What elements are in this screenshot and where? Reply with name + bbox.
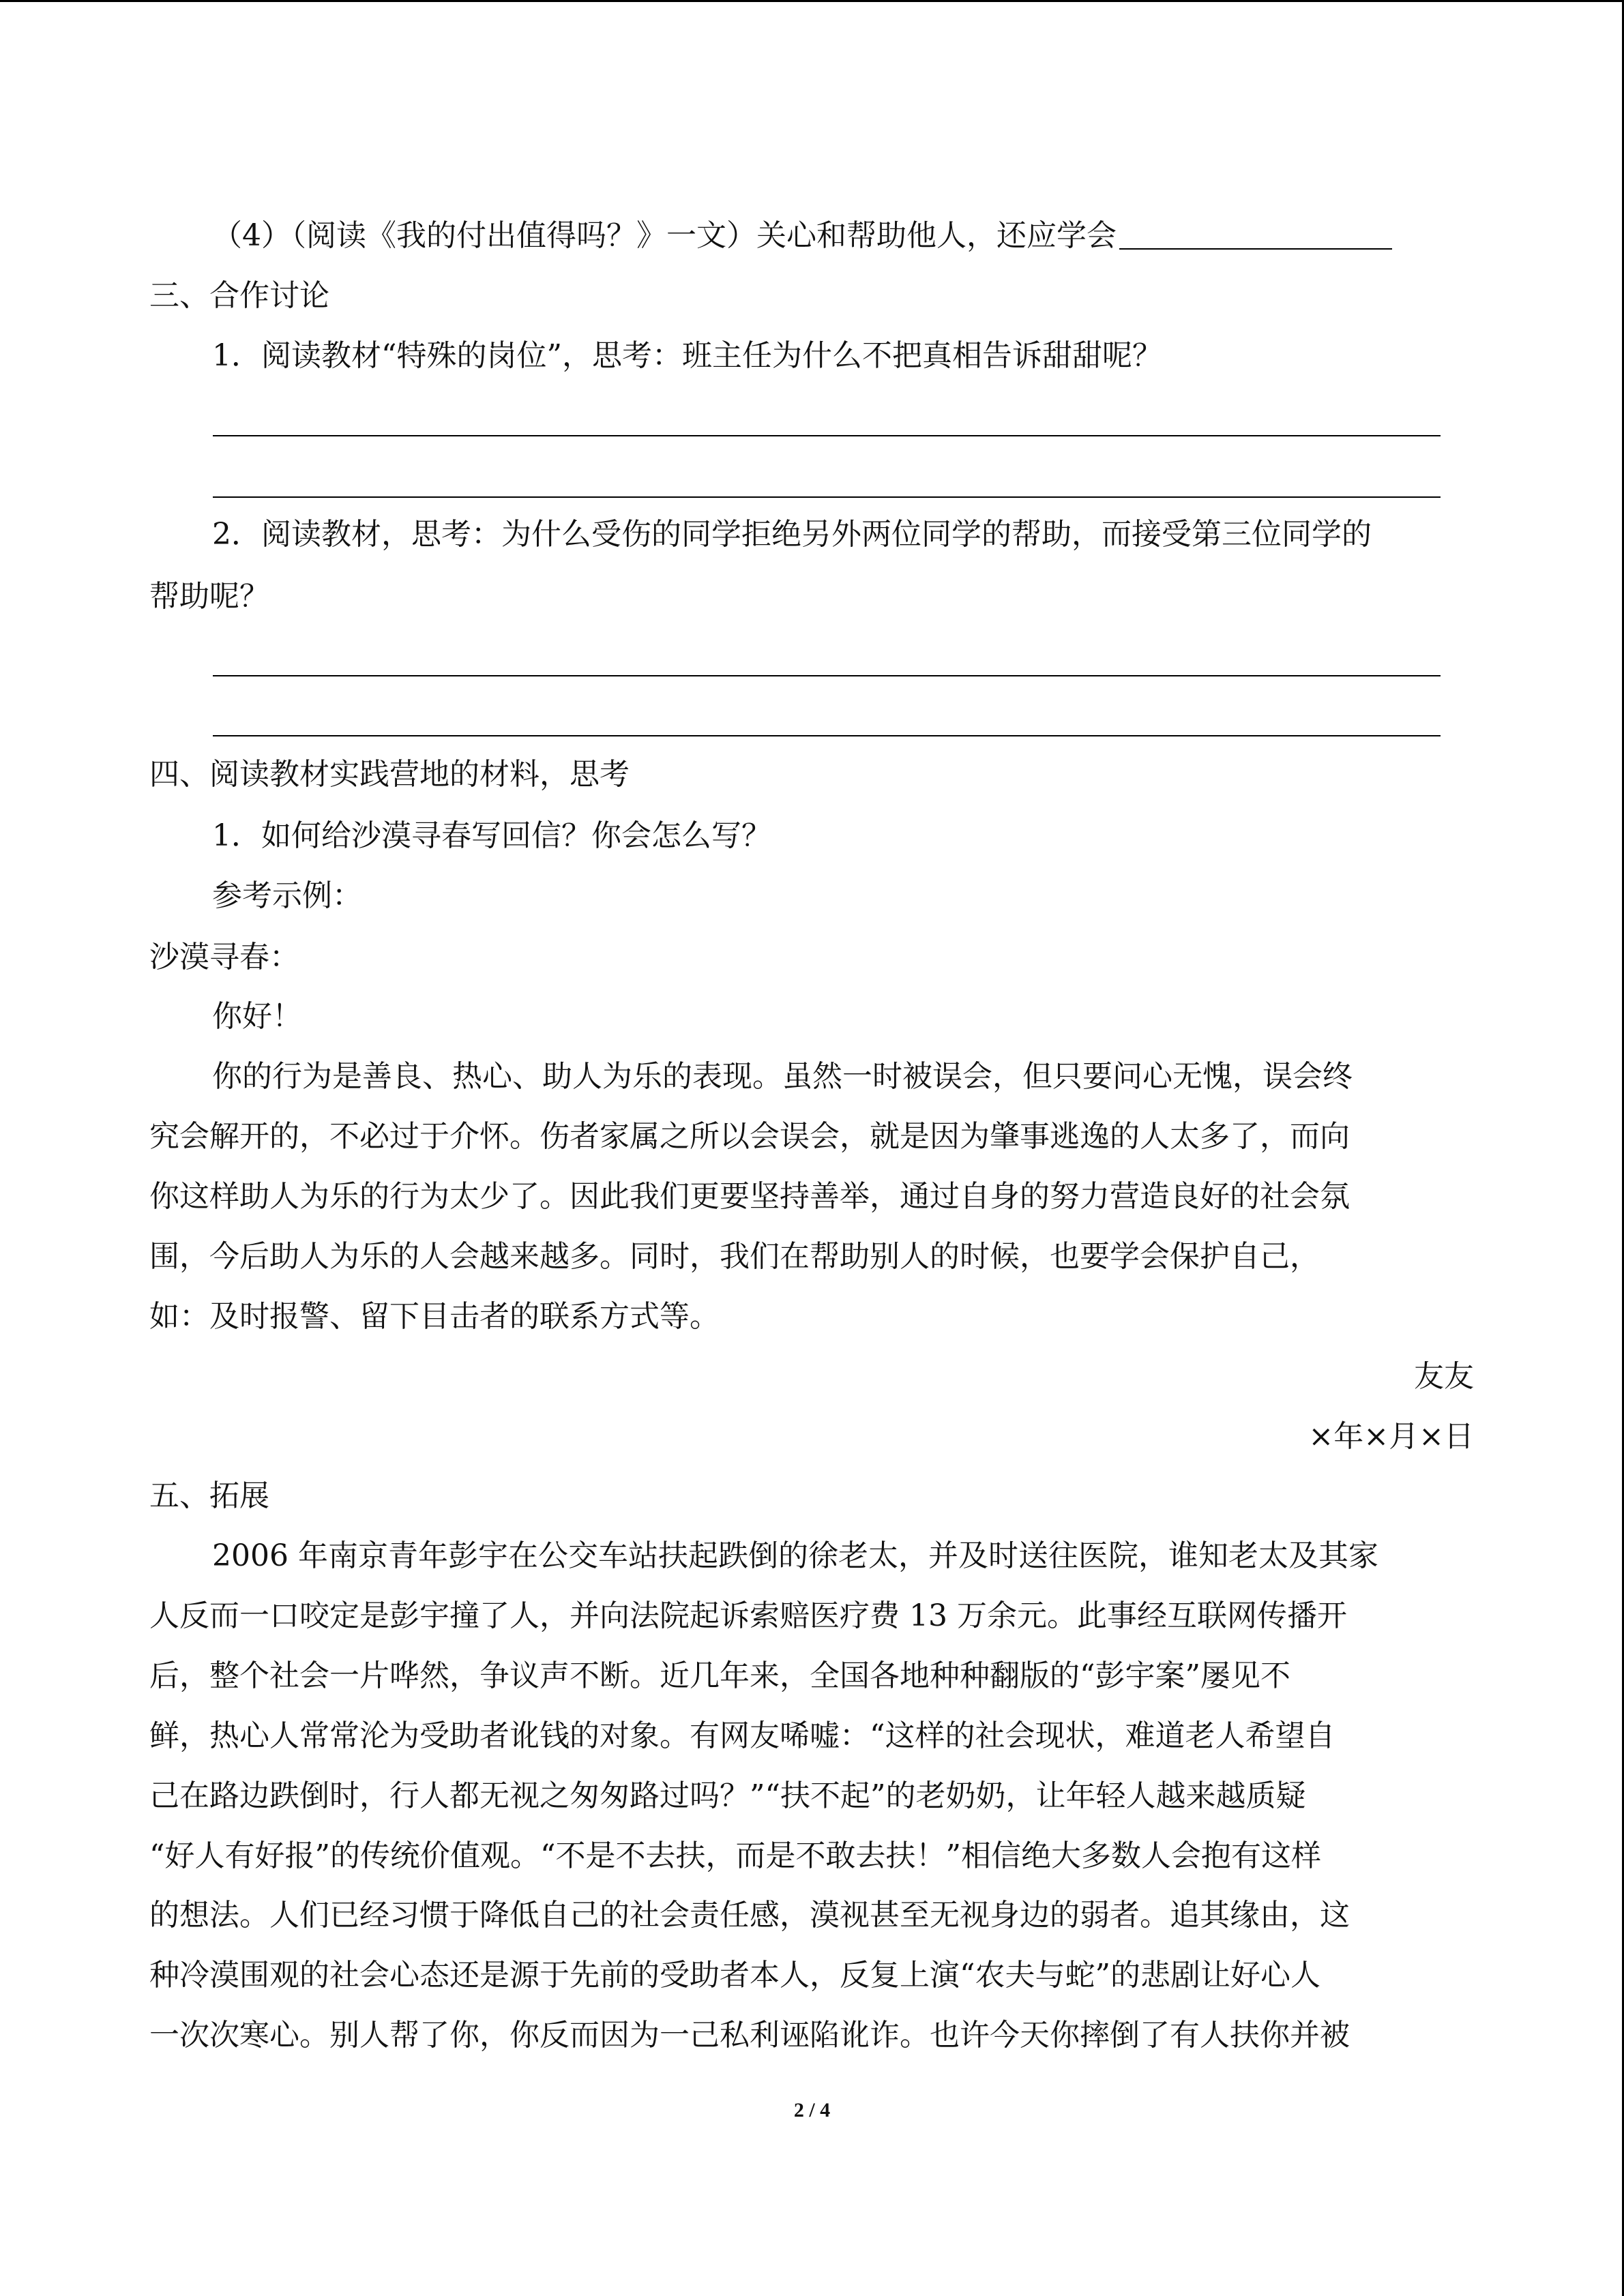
example-label: 参考示例： [212, 878, 362, 913]
letter-line: 你这样助人为乐的行为太少了。因此我们更要坚持善举，通过自身的努力营造良好的社会氛 [149, 1179, 1350, 1214]
paragraph-line: 种冷漠围观的社会心态还是源于先前的受助者本人，反复上演“农夫与蛇”的悲剧让好心人 [149, 1958, 1320, 1993]
section-5-heading: 五、拓展 [149, 1478, 269, 1513]
paragraph-line: 己在路边跌倒时，行人都无视之匆匆路过吗？”“扶不起”的老奶奶，让年轻人越来越质疑 [149, 1778, 1306, 1813]
section-3-question-2: 2．阅读教材，思考：为什么受伤的同学拒绝另外两位同学的帮助，而接受第三位同学的 [212, 517, 1372, 552]
answer-line[interactable] [213, 735, 1441, 736]
letter-date: ×年×月×日 [1308, 1419, 1474, 1454]
letter-line: 围，今后助人为乐的人会越来越多。同时，我们在帮助别人的时候，也要学会保护自己， [149, 1239, 1320, 1274]
letter-greeting: 你好！ [212, 999, 302, 1034]
paragraph-line: 2006 年南京青年彭宇在公交车站扶起跌倒的徐老太，并及时送往医院，谁知老太及其家 [212, 1538, 1378, 1573]
paragraph-line: 人反而一口咬定是彭宇撞了人，并向法院起诉索赔医疗费 13 万余元。此事经互联网传播开 [149, 1598, 1347, 1633]
page-number: 2 / 4 [793, 2099, 831, 2121]
paragraph-line: 后，整个社会一片哗然，争议声不断。近几年来，全国各地种种翻版的“彭宇案”屡见不 [149, 1658, 1290, 1693]
letter-line: 究会解开的，不必过于介怀。伤者家属之所以会误会，就是因为肇事逃逸的人太多了，而向 [149, 1119, 1350, 1154]
question-4 [212, 215, 1535, 256]
question-4-text: （4）（阅读《我的付出值得吗？》一文）关心和帮助他人，还应学会 [212, 218, 1117, 253]
letter-line: 你的行为是善良、热心、助人为乐的表现。虽然一时被误会，但只要问心无愧，误会终 [212, 1059, 1353, 1094]
paragraph-line: 鲜，热心人常常沦为受助者讹钱的对象。有网友唏嘘：“这样的社会现状，难道老人希望自 [149, 1718, 1335, 1753]
answer-line[interactable] [213, 496, 1441, 498]
letter-salutation: 沙漠寻春： [149, 940, 299, 974]
section-3-question-1: 1．阅读教材“特殊的岗位”，思考：班主任为什么不把真相告诉甜甜呢？ [212, 338, 1162, 373]
section-4-heading: 四、阅读教材实践营地的材料，思考 [149, 757, 630, 792]
letter-line: 如：及时报警、留下目击者的联系方式等。 [149, 1299, 720, 1334]
answer-line[interactable] [213, 675, 1441, 676]
letter-signature: 友友 [1414, 1359, 1474, 1394]
paragraph-line: 一次次寒心。别人帮了你，你反而因为一己私利诬陷讹诈。也许今天你摔倒了有人扶你并被 [149, 2018, 1350, 2053]
answer-line[interactable] [213, 435, 1441, 436]
section-3-heading: 三、合作讨论 [149, 278, 329, 313]
section-3-question-2-cont: 帮助呢？ [149, 579, 269, 614]
paragraph-line: 的想法。人们已经习惯于降低自己的社会责任感，漠视甚至无视身边的弱者。追其缘由，这 [149, 1898, 1350, 1933]
fill-in-blank[interactable] [1119, 218, 1392, 250]
paragraph-line: “好人有好报”的传统价值观。“不是不去扶，而是不敢去扶！”相信绝大多数人会抱有这样 [149, 1838, 1321, 1873]
section-4-question-1: 1．如何给沙漠寻春写回信？你会怎么写？ [212, 818, 771, 853]
